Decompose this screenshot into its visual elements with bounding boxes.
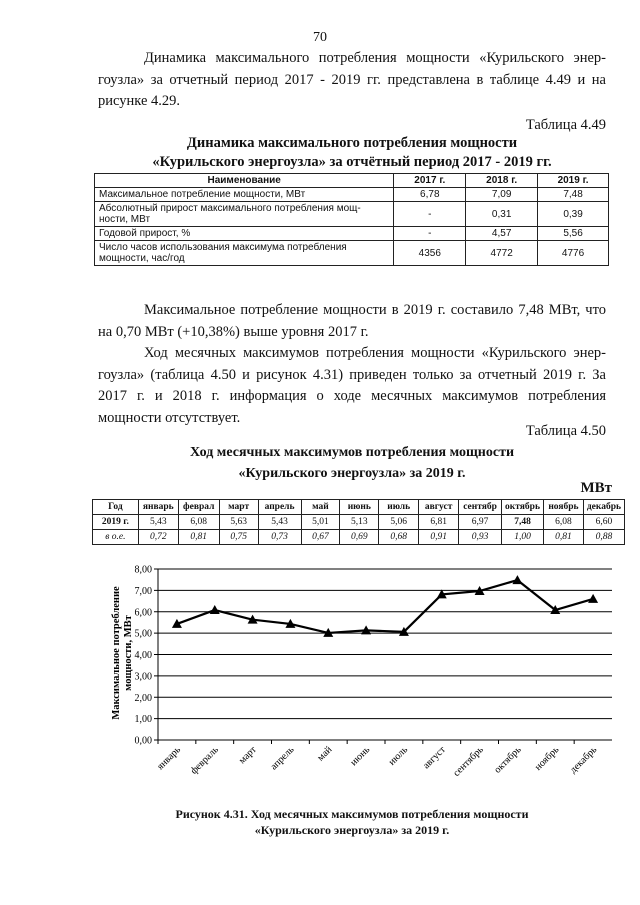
paragraph-3-text: Ход месячных максимумов потребления мощности «Курильского энер-гоузла» (таблица 4.50 и рисунок 4.31) приведен только за отчетный 2019 г. За 2017 г. и 2018 г. информация о ходе месячных максимумов потребления мощности отсутствует. [98, 345, 606, 426]
table-50-unit: МВт [580, 480, 612, 496]
x-tick-label: декабрь [567, 744, 600, 776]
table-50-title-line1: Ход месячных максимумов потребления мощности [189, 445, 515, 460]
x-tick-label: август [420, 744, 448, 772]
x-tick-label: апрель [268, 744, 297, 773]
table-cell: 0,91 [419, 530, 459, 545]
table-cell: 2019 г. [93, 515, 139, 530]
x-tick-label: июнь [348, 744, 373, 769]
table-cell: 4,57 [466, 227, 538, 241]
table-50-header-cell: октябрь [502, 500, 544, 515]
x-tick-label: июль [386, 744, 411, 768]
table-cell: 0,81 [543, 530, 583, 545]
table-49-title [98, 134, 606, 172]
table-cell: в о.е. [93, 530, 139, 545]
table-49-title-line1: Динамика максимального потребления мощности [186, 135, 518, 151]
table-cell: Абсолютный прирост максимального потребления мощ-ности, МВт [95, 202, 394, 227]
paragraph-2-text: Максимальное потребление мощности в 2019 г. составило 7,48 МВт, что на 0,70 МВт (+10,38%) выше уровня 2017 г. [98, 302, 606, 340]
paragraph-3 [98, 343, 606, 429]
table-cell: 5,43 [258, 515, 301, 530]
table-cell: 6,60 [583, 515, 624, 530]
table-49-title-line2: «Курильского энергоузла» за отчётный период 2017 - 2019 гг. [152, 154, 552, 170]
y-tick-label: 4,00 [134, 650, 152, 661]
table-49-header-cell: Наименование [95, 174, 394, 188]
y-axis-label-line2: мощности, МВт [123, 615, 134, 691]
table-49-label: Таблица 4.49 [525, 117, 606, 133]
table-cell: 5,43 [138, 515, 178, 530]
table-50-title [98, 442, 606, 484]
table-cell: 0,69 [340, 530, 379, 545]
table-cell: 6,08 [543, 515, 583, 530]
table-cell: 6,78 [394, 188, 466, 202]
y-tick-label: 0,00 [134, 735, 152, 747]
table-cell: - [394, 202, 466, 227]
table-cell: 1,00 [502, 530, 544, 545]
data-point [210, 605, 220, 614]
table-cell: 5,01 [301, 515, 340, 530]
table-cell: 0,75 [219, 530, 258, 545]
intro-paragraph [98, 48, 606, 113]
table-cell: 6,81 [419, 515, 459, 530]
x-tick-label: январь [155, 744, 184, 773]
table-cell: 5,56 [538, 227, 609, 241]
series-line [177, 580, 593, 633]
table-50-header-row [93, 500, 625, 515]
intro-text: Динамика максимального потребления мощности «Курильского энер-гоузла» за отчетный период 2017 - 2019 гг. представлена в таблице 4.49 и на рисунке 4.29. [98, 50, 606, 109]
table-cell: Максимальное потребление мощности, МВт [95, 188, 394, 202]
table-cell: Число часов использования максимума потребления мощности, час/год [95, 241, 394, 266]
table-50-header-cell: март [219, 500, 258, 515]
table-cell: 5,63 [219, 515, 258, 530]
x-tick-label: февраль [188, 744, 221, 777]
y-tick-label: 1,00 [134, 714, 152, 726]
y-tick-label: 3,00 [134, 671, 152, 683]
table-49 [94, 173, 609, 266]
table-49-header-cell: 2017 г. [394, 174, 466, 188]
chart-markers [172, 575, 598, 637]
table-cell: 7,48 [538, 188, 609, 202]
page-number: 70 [313, 30, 327, 45]
x-tick-label: ноябрь [532, 744, 562, 773]
table-row [95, 241, 609, 266]
chart-x-ticks [155, 740, 599, 779]
table-50-header-cell: январь [138, 500, 178, 515]
table-50-header-cell: июль [379, 500, 419, 515]
paragraph-2 [98, 300, 606, 343]
x-tick-label: октябрь [492, 744, 524, 776]
table-cell: 0,67 [301, 530, 340, 545]
data-point [512, 575, 522, 584]
y-tick-label: 8,00 [134, 564, 152, 576]
table-row [95, 188, 609, 202]
table-50-header-cell: апрель [258, 500, 301, 515]
table-cell: 0,72 [138, 530, 178, 545]
table-row [95, 202, 609, 227]
table-50-header-cell: август [419, 500, 459, 515]
table-cell: 7,09 [466, 188, 538, 202]
chart-grid [154, 569, 612, 740]
table-cell: 5,06 [379, 515, 419, 530]
x-tick-label: сентябрь [451, 744, 486, 779]
table-50 [92, 499, 625, 545]
x-tick-label: май [315, 744, 335, 764]
x-tick-label: март [236, 744, 259, 767]
table-cell: 0,68 [379, 530, 419, 545]
table-cell: 4356 [394, 241, 466, 266]
table-49-header-row [95, 174, 609, 188]
y-tick-label: 6,00 [134, 607, 152, 619]
figure-caption-line1: Рисунок 4.31. Ход месячных максимумов потребления мощности [175, 807, 529, 821]
table-cell: 6,97 [459, 515, 502, 530]
table-cell: 0,88 [583, 530, 624, 545]
y-tick-label: 5,00 [134, 628, 152, 640]
table-50-header-cell: ноябрь [543, 500, 583, 515]
y-axis-label-line1: Максимальное потребление [111, 586, 122, 720]
table-50-header-cell: сентябр [459, 500, 502, 515]
table-cell: 7,48 [502, 515, 544, 530]
table-cell: 0,39 [538, 202, 609, 227]
table-50-header-cell: феврал [178, 500, 219, 515]
table-row [95, 227, 609, 241]
monthly-max-chart [0, 555, 640, 795]
chart-y-ticks [135, 565, 153, 747]
table-50-header-cell: июнь [340, 500, 379, 515]
y-tick-label: 7,00 [134, 585, 152, 597]
figure-caption-line2: «Курильского энергоузла» за 2019 г. [254, 823, 450, 837]
table-cell: 0,81 [178, 530, 219, 545]
table-cell: Годовой прирост, % [95, 227, 394, 241]
table-50-title-line2: «Курильского энергоузла» за 2019 г. [238, 466, 466, 481]
table-cell: 4776 [538, 241, 609, 266]
figure-caption [98, 806, 606, 838]
table-cell: - [394, 227, 466, 241]
table-cell: 0,31 [466, 202, 538, 227]
table-50-header-cell: май [301, 500, 340, 515]
table-49-header-cell: 2019 г. [538, 174, 609, 188]
y-tick-label: 2,00 [134, 692, 152, 704]
table-cell: 4772 [466, 241, 538, 266]
table-cell: 6,08 [178, 515, 219, 530]
table-50-header-cell: декабрь [583, 500, 624, 515]
table-50-header-cell: Год [93, 500, 139, 515]
data-point [588, 594, 598, 603]
table-cell: 0,93 [459, 530, 502, 545]
table-cell: 5,13 [340, 515, 379, 530]
table-49-header-cell: 2018 г. [466, 174, 538, 188]
table-cell: 0,73 [258, 530, 301, 545]
table-50-label: Таблица 4.50 [525, 423, 606, 439]
table-row [93, 530, 625, 545]
table-row [93, 515, 625, 530]
